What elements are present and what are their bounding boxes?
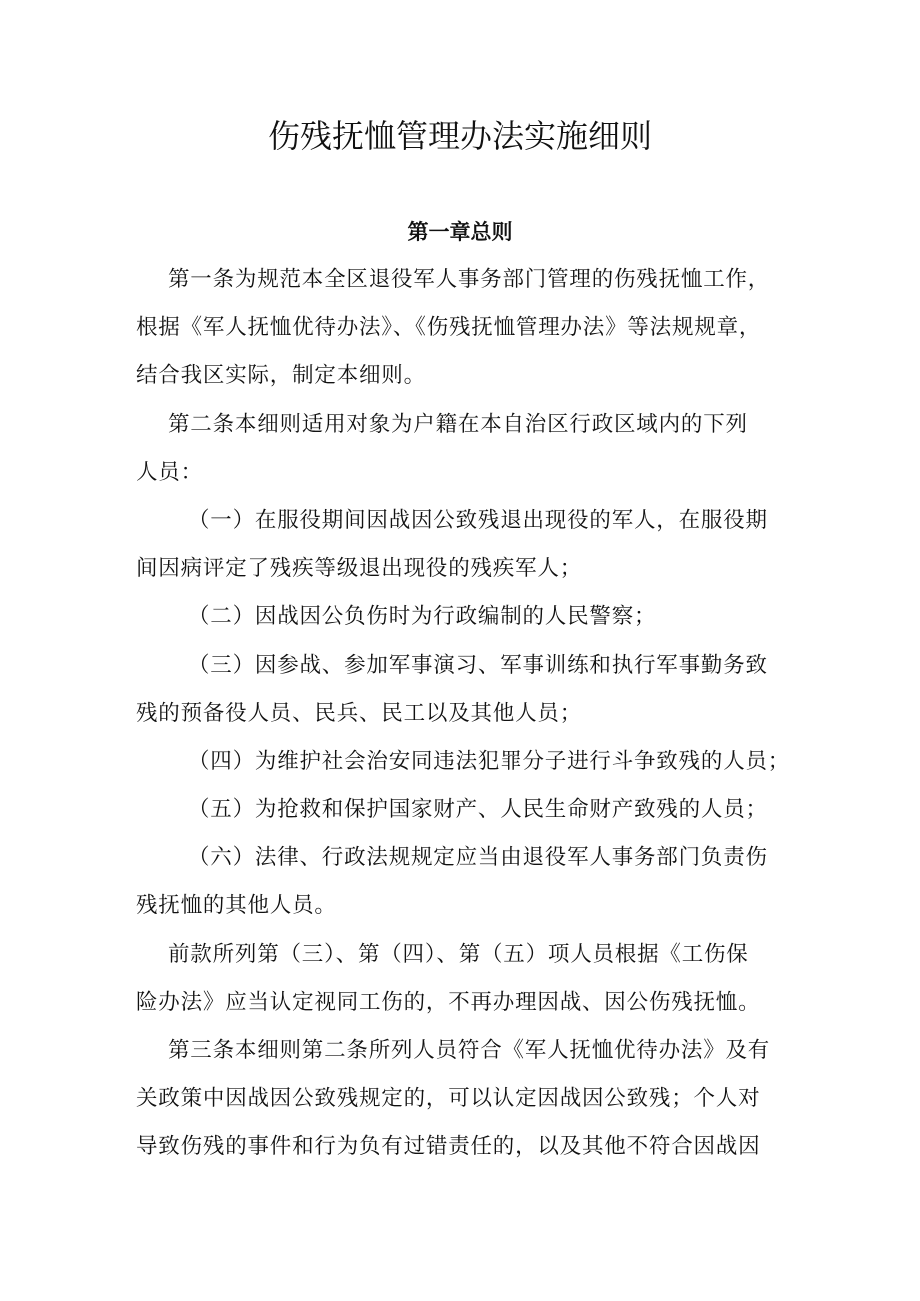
list-item-line: 残抚恤的其他人员。 <box>136 893 337 919</box>
list-item-line: （四）为维护社会治安同违法犯罪分子进行斗争致残的人员； <box>188 748 791 774</box>
paragraph-line: 人员： <box>136 459 203 485</box>
paragraph-line: 关政策中因战因公致残规定的，可以认定因战因公致残；个人对 <box>136 1086 761 1112</box>
list-item-line: 间因病评定了残疾等级退出现役的残疾军人； <box>136 556 583 582</box>
chapter-heading: 第一章总则 <box>407 219 513 244</box>
list-item-line: 残的预备役人员、民兵、民工以及其他人员； <box>136 700 583 726</box>
document-body <box>136 261 796 1177</box>
paragraph-line: 第二条本细则适用对象为户籍在本自治区行政区域内的下列 <box>168 411 748 437</box>
paragraph-line: 导致伤残的事件和行为负有过错责任的，以及其他不符合因战因 <box>136 1134 761 1160</box>
paragraph-line: 第三条本细则第二条所列人员符合《军人抚恤优待办法》及有 <box>168 1038 771 1063</box>
paragraph-line: 结合我区实际，制定本细则。 <box>136 363 426 389</box>
list-item-line: （二）因战因公负伤时为行政编制的人民警察； <box>188 604 657 630</box>
paragraph-line: 第一条为规范本全区退役军人事务部门管理的伤残抚恤工作， <box>168 267 771 292</box>
list-item-line: （三）因参战、参加军事演习、军事训练和执行军事勤务致 <box>188 652 768 678</box>
list-item-line: （五）为抢救和保护国家财产、人民生命财产致残的人员； <box>188 797 768 823</box>
document-title: 伤残抚恤管理办法实施细则 <box>267 117 652 155</box>
paragraph-line: 前款所列第（三）、第（四）、第（五）项人员根据《工伤保 <box>168 941 749 967</box>
paragraph-line: 险办法》应当认定视同工伤的，不再办理因战、因公伤残抚恤。 <box>136 989 761 1015</box>
list-item-line: （一）在服役期间因战因公致残退出现役的军人，在服役期 <box>188 507 768 533</box>
paragraph-line: 根据《军人抚恤优待办法》、《伤残抚恤管理办法》等法规规章， <box>136 315 762 341</box>
list-item-line: （六）法律、行政法规规定应当由退役军人事务部门负责伤 <box>188 845 768 871</box>
